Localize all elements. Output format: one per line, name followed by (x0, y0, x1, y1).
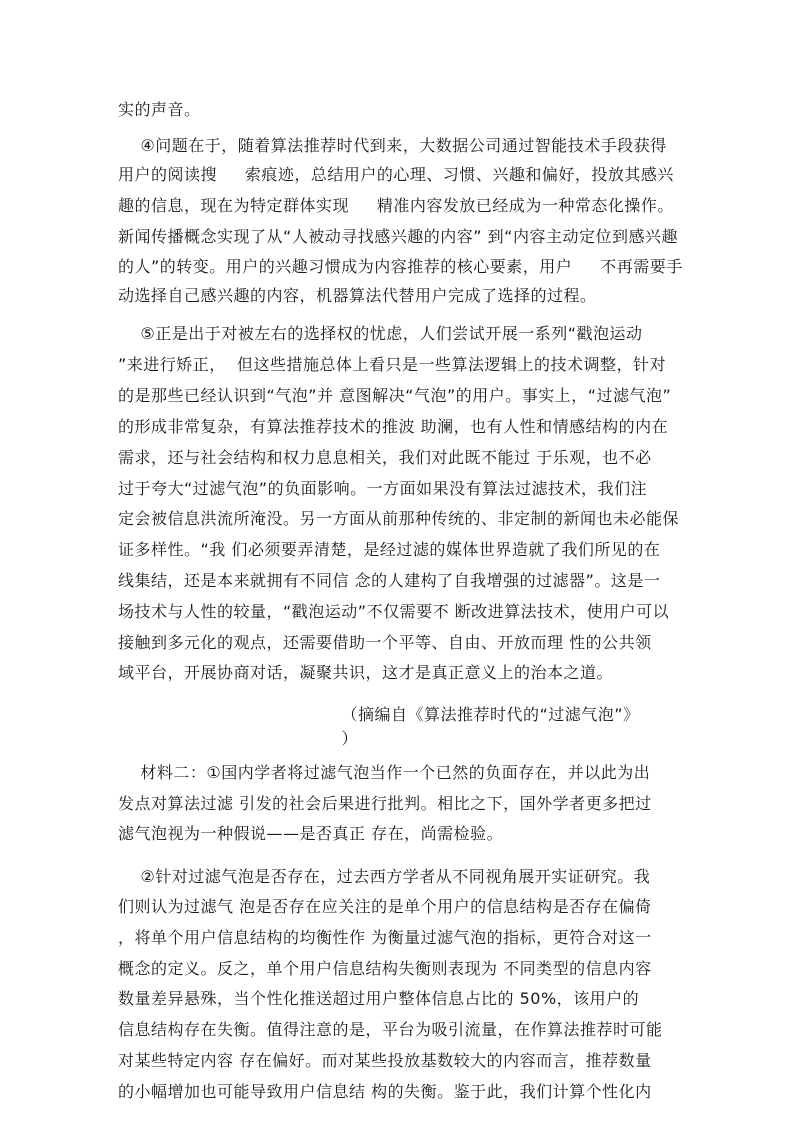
text-line: 的是那些已经认识到“气泡”并 意图解决“气泡”的用户。事实上，“过滤气泡” (118, 386, 672, 405)
text-line: 线集结，还是本来就拥有不同信 念的人建构了自我增强的过滤器”。这是一 (118, 571, 661, 590)
text-line: 过于夸大“过滤气泡”的负面影响。一方面如果没有算法过滤技术，我们注 (118, 479, 648, 498)
text-line: 的形成非常复杂，有算法推荐技术的推波 助澜，也有人性和情感结构的内在 (118, 417, 669, 436)
text-line: 实的声音。 (118, 100, 201, 119)
text-line: 场技术与人性的较量，“戳泡运动”不仅需要不 断改进算法技术，使用户可以 (118, 602, 670, 621)
text-line: 数量差异悬殊，当个性化推送超过用户整体信息占比的 50%，该用户的 (118, 989, 640, 1008)
text-line: 概念的定义。反之，单个用户信息结构失衡则表现为 不同类型的信息内容 (118, 959, 652, 978)
text-line: 证多样性。“我 们必须要弄清楚，是经过滤的媒体世界造就了我们所见的在 (118, 540, 661, 559)
text-line: ，将单个用户信息结构的均衡性作 为衡量过滤气泡的指标，更符合对这一 (118, 928, 652, 947)
text-line: 材料二：①国内学者将过滤气泡当作一个已然的负面存在，并以此为出 (118, 763, 651, 782)
text-line: 信息结构存在失衡。值得注意的是，平台为吸引流量，在作算法推荐时可能 (118, 1020, 663, 1039)
text-line: 的人”的转变。用户的兴趣习惯成为内容推荐的核心要素，用户 不再需要手 (118, 257, 683, 276)
text-line: 需求，还与社会结构和权力息息相关，我们对此既不能过 于乐观，也不必 (118, 448, 652, 467)
text-line: 新闻传播概念实现了从“人被动寻找感兴趣的内容” 到“内容主动定位到感兴趣 (118, 227, 678, 246)
text-line: 动选择自己感兴趣的内容，机器算法代替用户完成了选择的过程。 (118, 286, 597, 305)
text-line: 定会被信息洪流所淹没。另一方面从前那种传统的、非定制的新闻也未必能保 (118, 509, 680, 528)
text-line: 们则认为过滤气 泡是否存在应关注的是单个用户的信息结构是否存在偏倚 (118, 897, 652, 916)
text-line: 域平台，开展协商对话，凝聚共识，这才是真正意义上的治本之道。 (118, 663, 614, 682)
text-line: ②针对过滤气泡是否存在，过去西方学者从不同视角展开实证研究。我 (118, 867, 651, 886)
source-citation: （摘编自《算法推荐时代的“过滤气泡”》 (118, 705, 640, 724)
text-line: ”来进行矫正， 但这些措施总体上看只是一些算法逻辑上的技术调整，针对 (118, 355, 666, 374)
text-line: ④问题在于，随着算法推荐时代到来，大数据公司通过智能技术手段获得 (118, 136, 667, 155)
text-line: 发点对算法过滤 引发的社会后果进行批判。相比之下，国外学者更多把过 (118, 794, 652, 813)
text-line: 滤气泡视为一种假说——是否真正 存在，尚需检验。 (118, 824, 504, 843)
text-line: 对某些特定内容 存在偏好。而对某些投放基数较大的内容而言，推荐数量 (118, 1051, 652, 1070)
source-citation-tail: ） (118, 729, 358, 748)
text-line: 的小幅增加也可能导致用户信息结 构的失衡。鉴于此，我们计算个性化内 (118, 1082, 652, 1101)
text-line: 接触到多元化的观点，还需要借助一个平等、自由、开放而理 性的公共领 (118, 633, 652, 652)
text-line: 用户的阅读搜 索痕迹，总结用户的心理、习惯、兴趣和偏好，投放其感兴 (118, 165, 674, 184)
text-line: ⑤正是出于对被左右的选择权的忧虑，人们尝试开展一系列“戳泡运动 (118, 324, 643, 343)
text-line: 趣的信息，现在为特定群体实现 精准内容发放已经成为一种常态化操作。 (118, 196, 674, 215)
